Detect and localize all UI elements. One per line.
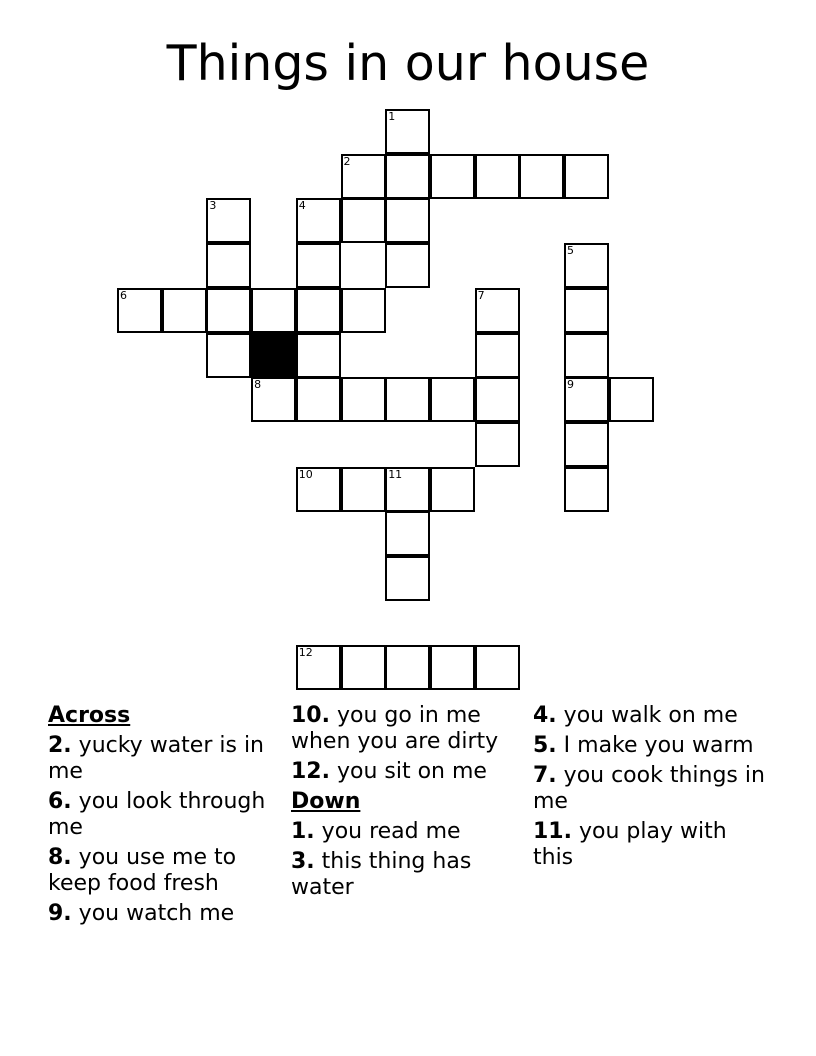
grid-cell[interactable] [430, 645, 475, 690]
grid-cell[interactable] [475, 288, 520, 333]
clue-down-5: 5. I make you warm [533, 733, 754, 758]
grid-cell[interactable] [296, 333, 341, 378]
grid-cell[interactable] [117, 288, 162, 333]
clue-across-9: 9. you watch me [48, 901, 235, 926]
grid-cell[interactable] [341, 154, 386, 199]
grid-cell[interactable] [564, 288, 609, 333]
grid-cell[interactable] [475, 422, 520, 467]
clue-number: 10 [298, 467, 313, 481]
grid-cell[interactable] [385, 243, 430, 288]
clue-column-2 [291, 703, 531, 905]
clue-down-11: 11. you play with this [533, 819, 727, 870]
clue-number: 5 [567, 244, 574, 258]
grid-cell[interactable] [206, 288, 251, 333]
page-title: Things in our house [166, 35, 650, 92]
grid-cell[interactable] [564, 377, 609, 422]
clue-number: 12 [298, 646, 313, 660]
grid-cell[interactable] [385, 645, 430, 690]
grid-cell[interactable] [564, 154, 609, 199]
grid-cell[interactable] [341, 645, 386, 690]
grid-cell[interactable] [385, 109, 430, 154]
grid-cell[interactable] [430, 467, 475, 512]
clue-number: 4 [298, 199, 306, 213]
black-square [251, 333, 296, 378]
clue-number: 7 [477, 288, 485, 302]
grid-cell[interactable] [564, 333, 609, 378]
clue-number: 1 [388, 110, 396, 123]
grid-cell[interactable] [475, 154, 520, 199]
clue-number: 11 [388, 467, 403, 481]
grid-cell[interactable] [296, 645, 341, 690]
clue-across-6: 6. you look through me [48, 789, 266, 840]
grid-cell[interactable] [296, 467, 341, 512]
grid-cell[interactable] [385, 467, 430, 512]
grid-cell[interactable] [609, 377, 654, 422]
clue-number: 6 [120, 288, 127, 302]
grid-cell[interactable] [519, 154, 564, 199]
grid-cell[interactable] [341, 198, 386, 243]
grid-cell[interactable] [296, 198, 341, 243]
grid-cell[interactable] [475, 333, 520, 378]
clue-across-10: 10. you go in me when you are dirty [291, 703, 499, 754]
grid-cell[interactable] [206, 198, 251, 243]
grid-cell[interactable] [385, 154, 430, 199]
clue-down-4: 4. you walk on me [533, 703, 738, 728]
grid-cell[interactable] [206, 333, 251, 378]
clue-across-2: 2. yucky water is in me [48, 733, 264, 784]
down-heading: Down [291, 789, 361, 814]
clue-across-12: 12. you sit on me [291, 759, 487, 784]
grid-cell[interactable] [341, 467, 386, 512]
across-heading: Across [48, 703, 131, 728]
grid-cell[interactable] [162, 288, 207, 333]
grid-cell[interactable] [296, 243, 341, 288]
grid-cell[interactable] [385, 556, 430, 601]
grid-cell[interactable] [564, 243, 609, 288]
grid-cell[interactable] [430, 377, 475, 422]
grid-cell[interactable] [296, 288, 341, 333]
grid-cell[interactable] [341, 377, 386, 422]
clue-column-1 [48, 703, 288, 931]
grid-cell[interactable] [251, 377, 296, 422]
clue-number: 2 [343, 154, 351, 168]
clue-across-8: 8. you use me to keep food fresh [48, 845, 237, 896]
grid-cell[interactable] [475, 645, 520, 690]
grid-cell[interactable] [564, 467, 609, 512]
grid-cell[interactable] [251, 288, 296, 333]
grid-cell[interactable] [385, 377, 430, 422]
clue-number: 8 [254, 378, 262, 392]
grid-cell[interactable] [385, 198, 430, 243]
grid-cell[interactable] [564, 422, 609, 467]
clue-column-3 [533, 703, 773, 875]
grid-cell[interactable] [475, 377, 520, 422]
grid-cell[interactable] [296, 377, 341, 422]
clue-down-1: 1. you read me [291, 819, 461, 844]
clue-down-7: 7. you cook things in me [533, 763, 765, 814]
clue-number: 3 [209, 199, 217, 213]
grid-cell[interactable] [341, 288, 386, 333]
clue-down-3: 3. this thing has water [291, 849, 472, 900]
grid-cell[interactable] [206, 243, 251, 288]
grid-cell[interactable] [385, 511, 430, 556]
clue-number: 9 [567, 378, 574, 392]
grid-cell[interactable] [430, 154, 475, 199]
